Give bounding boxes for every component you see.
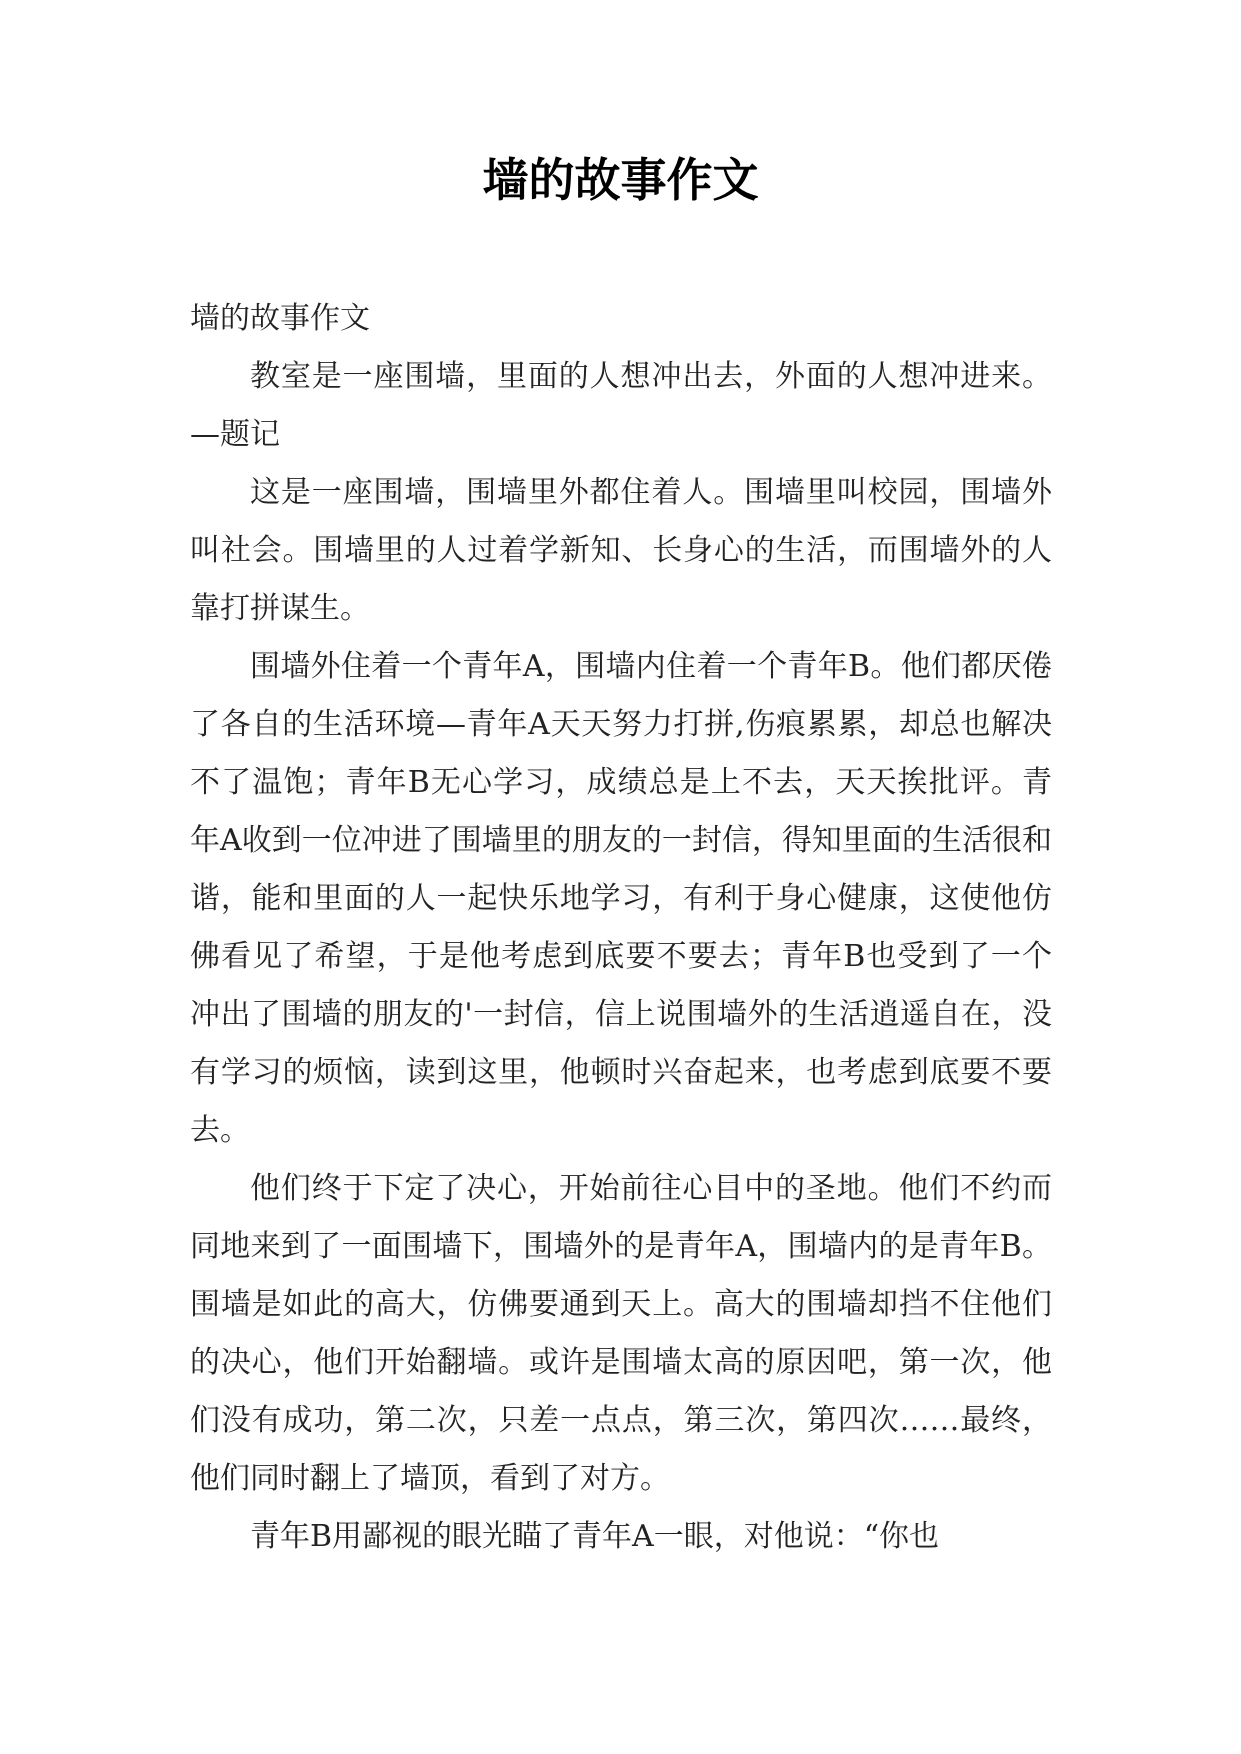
paragraph-epigraph: 教室是一座围墙，里面的人想冲出去，外面的人想冲进来。—题记 — [190, 359, 1052, 452]
document-subtitle: 墙的故事作文 — [190, 301, 370, 336]
paragraph-youths-letters: 围墙外住着一个青年A，围墙内住着一个青年B。他们都厌倦了各自的生活环境—青年A天天努力打拼,伤痕累累，却总也解决不了温饱；青年B无心学习，成绩总是上不去，天天挨批评。青年A收到一位冲进了围墙里的朋友的一封信，得知里面的生活很和谐，能和里面的人一起快乐地学习，有利于身心健康，这使他仿佛看见了希望，于是他考虑到底要不要去；青年B也受到了一个冲出了围墙的朋友的'一封信，信上说围墙外的生活逍遥自在，没有学习的烦恼，读到这里，他顿时兴奋起来，也考虑到底要不要去。 — [190, 649, 1052, 1148]
paragraph-climbing-wall: 他们终于下定了决心，开始前往心目中的圣地。他们不约而同地来到了一面围墙下，围墙外的是青年A，围墙内的是青年B。围墙是如此的高大，仿佛要通到天上。高大的围墙却挡不住他们的决心，他们开始翻墙。或许是围墙太高的原因吧，第一次，他们没有成功，第二次，只差一点点，第三次，第四次……最终，他们同时翻上了墙顶，看到了对方。 — [190, 1171, 1052, 1496]
document-title: 墙的故事作文 — [482, 153, 759, 207]
paragraph-wall-intro: 这是一座围墙，围墙里外都住着人。围墙里叫校园，围墙外叫社会。围墙里的人过着学新知、长身心的生活，而围墙外的人靠打拼谋生。 — [190, 475, 1052, 626]
document-body — [190, 290, 1052, 1566]
paragraph-meeting: 青年B用鄙视的眼光瞄了青年A一眼，对他说：“你也 — [250, 1519, 940, 1554]
